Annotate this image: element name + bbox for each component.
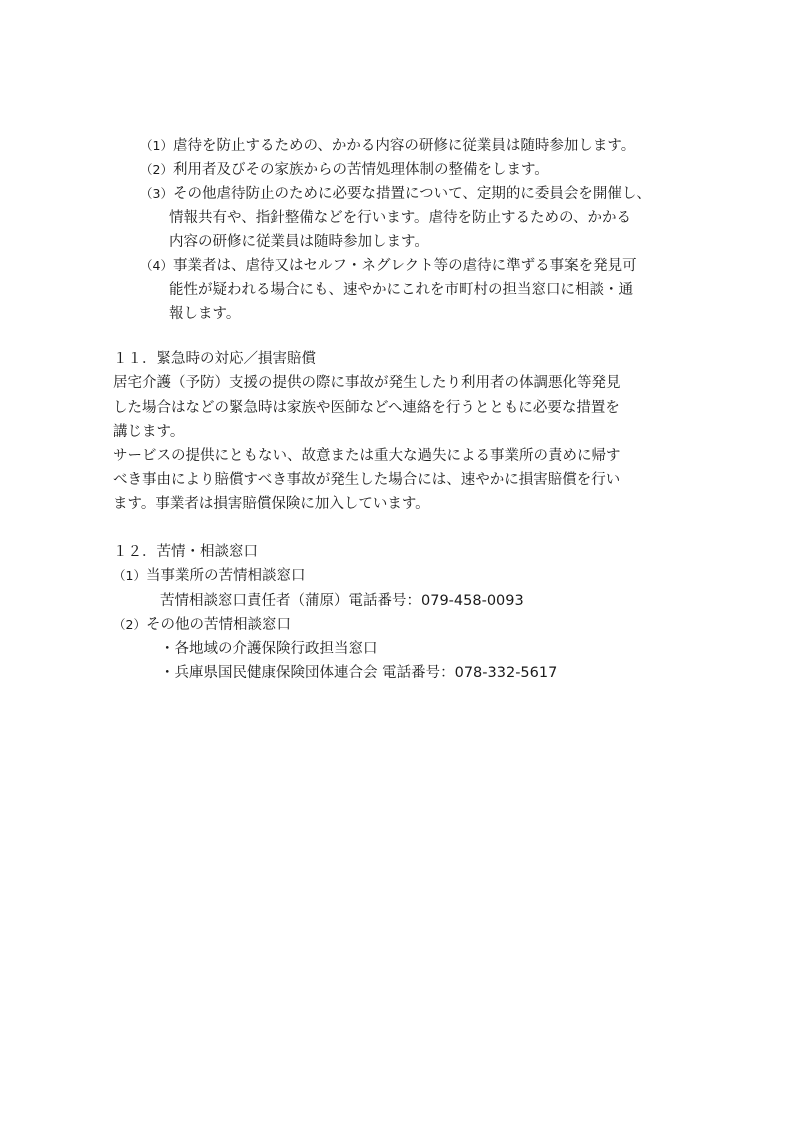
bullet-item: ・兵庫県国民健康保険団体連合会 電話番号：078-332-5617 — [160, 665, 558, 681]
subsection-text: 当事業所の苦情相談窓口 — [145, 568, 306, 584]
item-number: （2） — [113, 617, 146, 632]
item-text: 利用者及びその家族からの苦情処理体制の整備をします。 — [172, 162, 549, 178]
item-text: 事業者は、虐待又はセルフ・ネグレクト等の虐待に準ずる事案を発見可 — [172, 258, 637, 274]
item-number: （3） — [140, 186, 173, 201]
section-heading: １２．苦情・相談窓口 — [113, 544, 258, 560]
item-text: その他虐待防止のために必要な措置について、定期的に委員会を開催し、 — [172, 186, 651, 202]
list-item — [140, 134, 635, 158]
item-number: （1） — [140, 138, 173, 153]
bullet-item: ・各地域の介護保険行政担当窓口 — [160, 641, 378, 657]
paragraph-line: した場合はなどの緊急時は家族や医師などへ連絡を行うとともに必要な措置を — [113, 400, 620, 416]
subsection-title — [113, 613, 291, 637]
subsection-title — [113, 564, 305, 588]
subsection-text: その他の苦情相談窓口 — [145, 617, 291, 633]
item-continuation: 能性が疑われる場合にも、速やかにこれを市町村の担当窓口に相談・通 — [169, 282, 633, 298]
item-text: 虐待を防止するための、かかる内容の研修に従業員は随時参加します。 — [172, 138, 636, 154]
item-number: （2） — [140, 162, 173, 177]
contact-detail: 苦情相談窓口責任者（蒲原）電話番号：079-458-0093 — [160, 593, 524, 609]
list-item — [140, 158, 549, 182]
paragraph-line: べき事由により賠償すべき事故が発生した場合には、速やかに損害賠償を行い — [113, 472, 621, 488]
paragraph-line: サービスの提供にともない、故意または重大な過失による事業所の責めに帰す — [113, 448, 621, 464]
item-number: （1） — [113, 568, 146, 583]
list-item — [140, 182, 651, 206]
paragraph-line: 講じます。 — [113, 424, 185, 440]
section-heading: １１．緊急時の対応／損害賠償 — [113, 351, 316, 367]
paragraph-line: 居宅介護（予防）支援の提供の際に事故が発生したり利用者の体調悪化等発見 — [113, 375, 621, 391]
item-continuation: 情報共有や、指針整備などを行います。虐待を防止するための、かかる — [169, 210, 631, 226]
item-continuation: 内容の研修に従業員は随時参加します。 — [169, 234, 429, 250]
list-item — [140, 254, 637, 278]
paragraph-line: ます。事業者は損害賠償保険に加入しています。 — [113, 496, 430, 512]
item-continuation: 報します。 — [169, 306, 241, 322]
item-number: （4） — [140, 258, 173, 273]
